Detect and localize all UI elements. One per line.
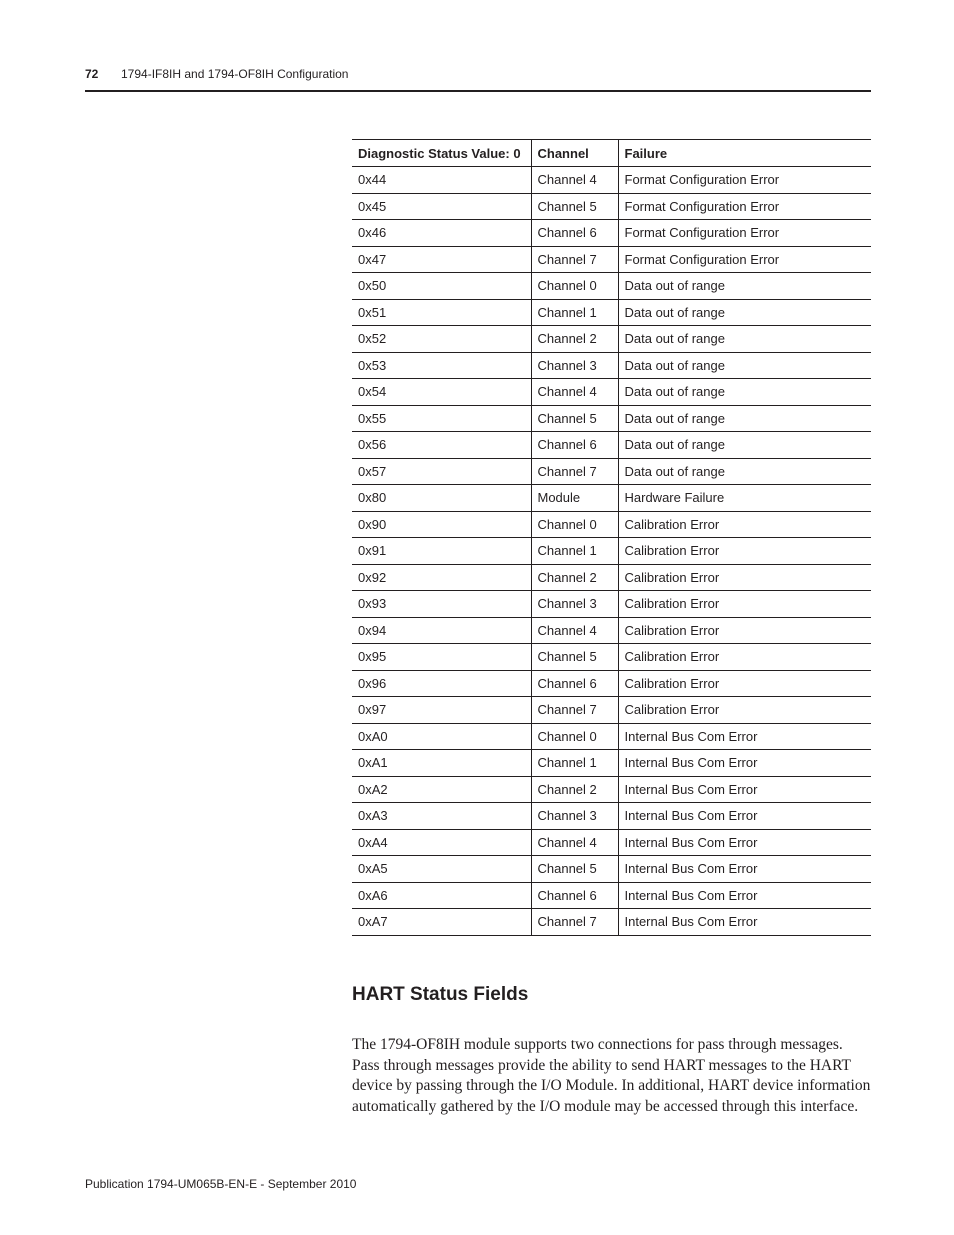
cell-channel: Channel 1	[531, 538, 618, 565]
cell-failure: Data out of range	[618, 432, 871, 459]
cell-failure: Data out of range	[618, 326, 871, 353]
cell-failure: Data out of range	[618, 299, 871, 326]
page-footer: Publication 1794-UM065B-EN-E - September 2010	[85, 1177, 357, 1191]
cell-channel: Channel 0	[531, 273, 618, 300]
cell-failure: Calibration Error	[618, 617, 871, 644]
table-row	[352, 697, 871, 724]
cell-failure: Internal Bus Com Error	[618, 776, 871, 803]
cell-status-value: 0x54	[352, 379, 531, 406]
table-header-row	[352, 140, 871, 167]
cell-status-value: 0x45	[352, 193, 531, 220]
cell-status-value: 0xA4	[352, 829, 531, 856]
cell-channel: Channel 6	[531, 882, 618, 909]
table-row	[352, 193, 871, 220]
cell-channel: Channel 4	[531, 617, 618, 644]
cell-status-value: 0x47	[352, 246, 531, 273]
cell-channel: Channel 2	[531, 564, 618, 591]
cell-channel: Channel 3	[531, 352, 618, 379]
cell-failure: Internal Bus Com Error	[618, 882, 871, 909]
table-row	[352, 220, 871, 247]
cell-failure: Internal Bus Com Error	[618, 829, 871, 856]
cell-failure: Calibration Error	[618, 670, 871, 697]
cell-status-value: 0x93	[352, 591, 531, 618]
cell-failure: Format Configuration Error	[618, 167, 871, 194]
cell-status-value: 0x57	[352, 458, 531, 485]
cell-failure: Data out of range	[618, 405, 871, 432]
table-row	[352, 617, 871, 644]
table-row	[352, 882, 871, 909]
table-row	[352, 511, 871, 538]
table-row	[352, 299, 871, 326]
cell-failure: Calibration Error	[618, 697, 871, 724]
cell-channel: Channel 2	[531, 326, 618, 353]
table-row	[352, 776, 871, 803]
cell-status-value: 0xA2	[352, 776, 531, 803]
table-row	[352, 379, 871, 406]
table-row	[352, 352, 871, 379]
cell-channel: Channel 1	[531, 750, 618, 777]
table-row	[352, 591, 871, 618]
cell-channel: Channel 7	[531, 458, 618, 485]
cell-channel: Channel 6	[531, 432, 618, 459]
table-row	[352, 909, 871, 936]
cell-failure: Calibration Error	[618, 644, 871, 671]
cell-channel: Channel 4	[531, 167, 618, 194]
column-header-status-value: Diagnostic Status Value: 0	[352, 140, 531, 167]
body-paragraph: The 1794-OF8IH module supports two connections for pass through messages. Pass through messages provide the ability to send HART messages to the HART device by passing through the I/O Module. In additional, HART device information automatically gathered by the I/O module may be accessed through this interface.	[352, 1036, 871, 1115]
cell-status-value: 0xA7	[352, 909, 531, 936]
cell-channel: Channel 4	[531, 379, 618, 406]
table-row	[352, 273, 871, 300]
cell-failure: Internal Bus Com Error	[618, 909, 871, 936]
cell-status-value: 0xA1	[352, 750, 531, 777]
cell-channel: Channel 6	[531, 220, 618, 247]
table-body	[352, 167, 871, 936]
cell-channel: Module	[531, 485, 618, 512]
table-row	[352, 750, 871, 777]
table-row	[352, 564, 871, 591]
table-row	[352, 538, 871, 565]
cell-failure: Calibration Error	[618, 511, 871, 538]
cell-channel: Channel 3	[531, 803, 618, 830]
table-row	[352, 644, 871, 671]
cell-failure: Format Configuration Error	[618, 220, 871, 247]
cell-status-value: 0x53	[352, 352, 531, 379]
cell-channel: Channel 5	[531, 405, 618, 432]
cell-channel: Channel 7	[531, 697, 618, 724]
cell-channel: Channel 4	[531, 829, 618, 856]
cell-status-value: 0x46	[352, 220, 531, 247]
cell-failure: Internal Bus Com Error	[618, 723, 871, 750]
cell-failure: Calibration Error	[618, 538, 871, 565]
table-row	[352, 670, 871, 697]
cell-failure: Calibration Error	[618, 564, 871, 591]
table-row	[352, 458, 871, 485]
cell-channel: Channel 3	[531, 591, 618, 618]
header-title: 1794-IF8IH and 1794-OF8IH Configuration	[121, 67, 349, 81]
cell-status-value: 0x91	[352, 538, 531, 565]
cell-status-value: 0x97	[352, 697, 531, 724]
table-row	[352, 723, 871, 750]
diagnostic-status-table	[352, 139, 871, 936]
cell-channel: Channel 0	[531, 511, 618, 538]
cell-failure: Data out of range	[618, 458, 871, 485]
cell-status-value: 0x96	[352, 670, 531, 697]
cell-channel: Channel 7	[531, 246, 618, 273]
cell-status-value: 0x90	[352, 511, 531, 538]
cell-status-value: 0x94	[352, 617, 531, 644]
cell-failure: Format Configuration Error	[618, 246, 871, 273]
table-row	[352, 485, 871, 512]
cell-failure: Internal Bus Com Error	[618, 856, 871, 883]
table-row	[352, 405, 871, 432]
cell-status-value: 0x50	[352, 273, 531, 300]
cell-status-value: 0xA3	[352, 803, 531, 830]
cell-channel: Channel 1	[531, 299, 618, 326]
table-row	[352, 432, 871, 459]
section-title: HART Status Fields	[352, 984, 529, 1005]
column-header-failure: Failure	[618, 140, 871, 167]
table-row	[352, 856, 871, 883]
cell-status-value: 0x52	[352, 326, 531, 353]
cell-status-value: 0x56	[352, 432, 531, 459]
table-row	[352, 246, 871, 273]
cell-failure: Data out of range	[618, 352, 871, 379]
cell-status-value: 0xA6	[352, 882, 531, 909]
table-row	[352, 167, 871, 194]
cell-status-value: 0xA0	[352, 723, 531, 750]
cell-status-value: 0x80	[352, 485, 531, 512]
cell-channel: Channel 7	[531, 909, 618, 936]
cell-status-value: 0x44	[352, 167, 531, 194]
cell-failure: Data out of range	[618, 379, 871, 406]
cell-channel: Channel 5	[531, 856, 618, 883]
cell-status-value: 0x55	[352, 405, 531, 432]
cell-status-value: 0xA5	[352, 856, 531, 883]
cell-channel: Channel 0	[531, 723, 618, 750]
page-number: 72	[85, 67, 99, 81]
cell-failure: Hardware Failure	[618, 485, 871, 512]
table-row	[352, 829, 871, 856]
cell-failure: Calibration Error	[618, 591, 871, 618]
table-row	[352, 803, 871, 830]
cell-status-value: 0x92	[352, 564, 531, 591]
cell-channel: Channel 5	[531, 644, 618, 671]
cell-status-value: 0x51	[352, 299, 531, 326]
cell-failure: Internal Bus Com Error	[618, 750, 871, 777]
column-header-channel: Channel	[531, 140, 618, 167]
cell-channel: Channel 6	[531, 670, 618, 697]
cell-failure: Internal Bus Com Error	[618, 803, 871, 830]
cell-failure: Data out of range	[618, 273, 871, 300]
cell-status-value: 0x95	[352, 644, 531, 671]
table-row	[352, 326, 871, 353]
cell-failure: Format Configuration Error	[618, 193, 871, 220]
cell-channel: Channel 5	[531, 193, 618, 220]
page-header	[85, 66, 871, 92]
cell-channel: Channel 2	[531, 776, 618, 803]
